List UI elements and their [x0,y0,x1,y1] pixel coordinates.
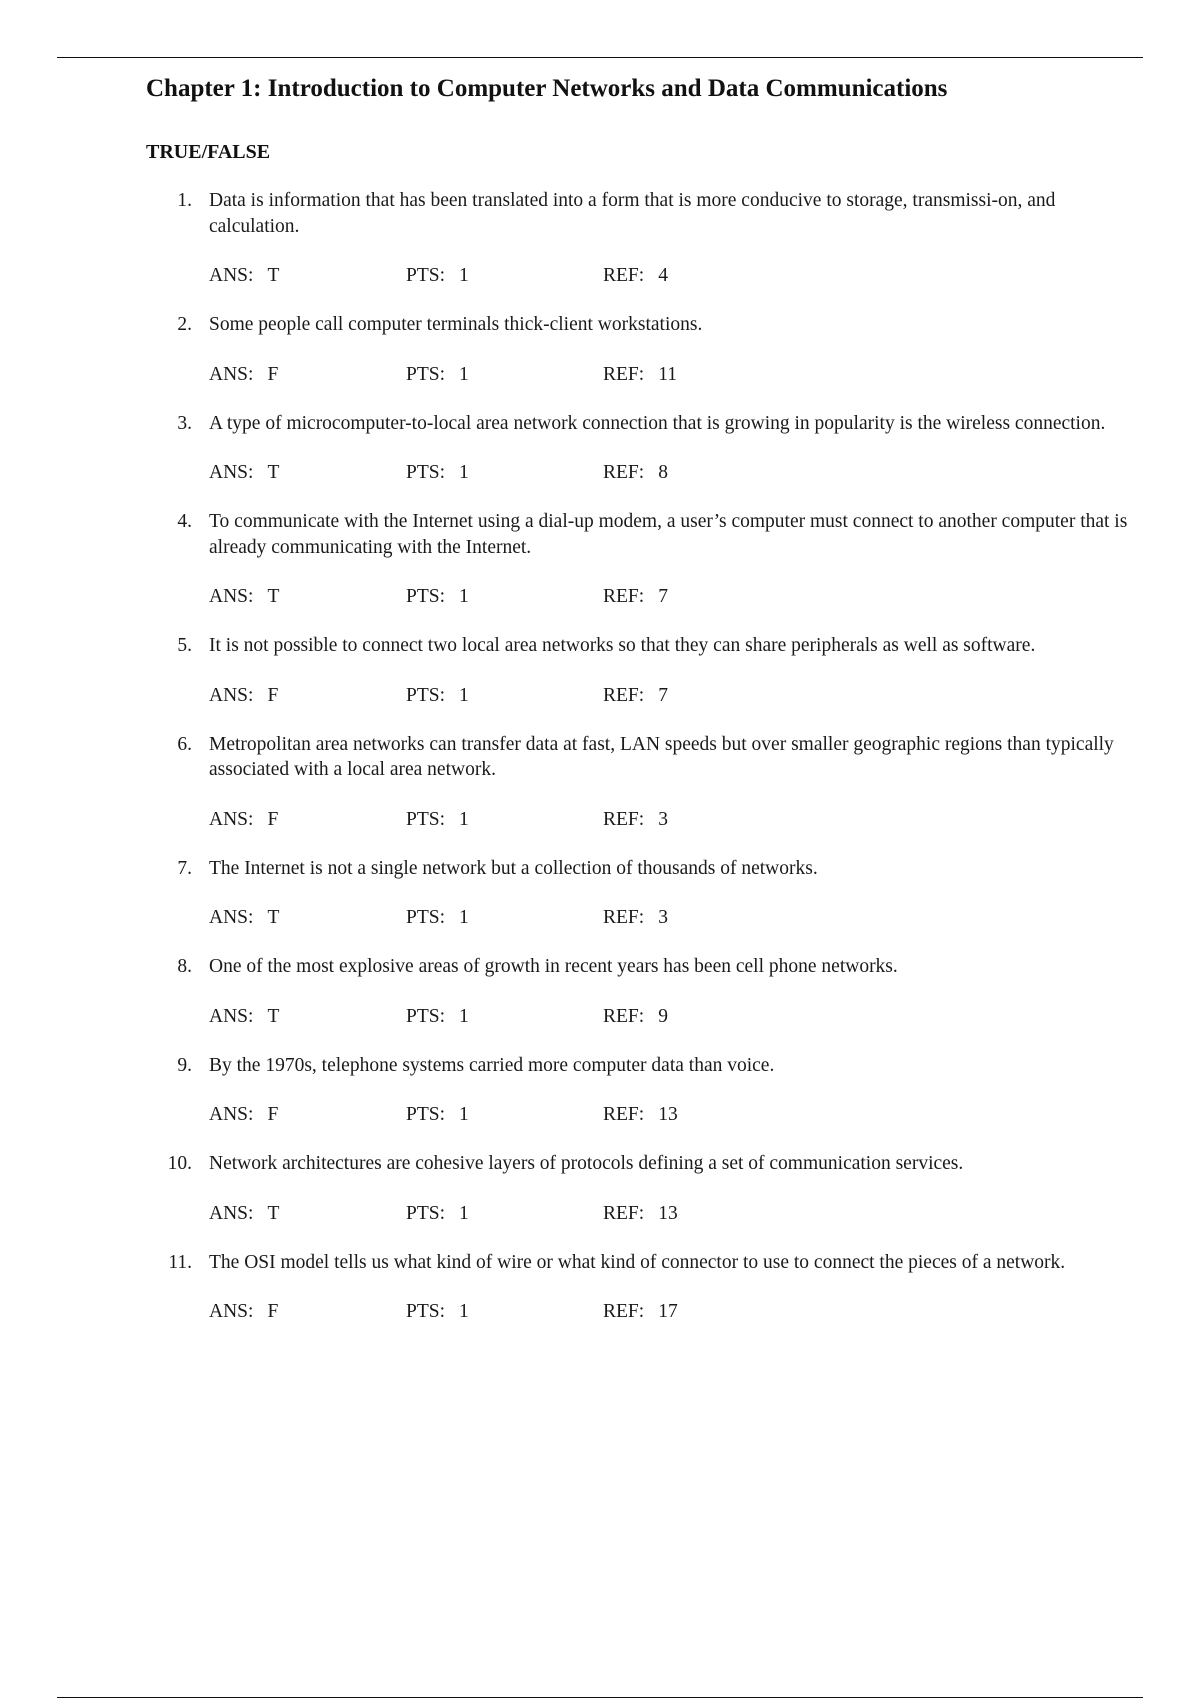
ans-label: ANS: [209,586,254,607]
answer-line [209,1299,1136,1324]
pts-label: PTS: [406,907,446,928]
answer-line [209,905,1136,930]
pts-label: PTS: [406,1005,446,1027]
ref-value: 3 [658,808,668,830]
ans-value: F [267,1104,279,1125]
ans-label: ANS: [209,684,254,706]
ref-label: REF: [603,1005,645,1027]
ref-label: REF: [603,1202,645,1224]
ans-label: ANS: [209,808,254,830]
question-item [146,633,1136,708]
pts-label: PTS: [406,1202,446,1224]
reference-field [603,1299,678,1324]
pts-value: 1 [459,462,469,483]
answer-line [209,683,1136,708]
question-number: 11. [168,1251,192,1273]
ans-label: ANS: [209,1202,254,1224]
question-text: Metropolitan area networks can transfer data at fast, LAN speeds but over smaller geographic regions than typically associated with a local area network. [209,733,1114,780]
ans-label: ANS: [209,1005,254,1027]
ans-value: T [267,907,280,928]
question-text: The OSI model tells us what kind of wire or what kind of connector to use to connect the pieces of a network. [209,1251,1066,1273]
ref-label: REF: [603,462,645,483]
reference-field [603,1201,678,1226]
question-item [146,188,1136,288]
question-text: The Internet is not a single network but a collection of thousands of networks. [209,857,818,879]
ref-value: 3 [658,907,668,928]
question-text: It is not possible to connect two local area networks so that they can share peripherals as well as software. [209,635,1036,656]
ref-label: REF: [603,684,645,706]
answer-line [209,362,1136,387]
ref-value: 11 [658,363,677,385]
question-number: 8. [177,956,192,977]
ref-label: REF: [603,1104,645,1125]
ans-label: ANS: [209,363,254,385]
question-text: One of the most explosive areas of growth in recent years has been cell phone networks. [209,956,898,977]
ans-value: F [267,684,279,706]
answer-field [209,905,279,930]
pts-label: PTS: [406,1301,446,1322]
document-body [146,74,1136,1348]
pts-value: 1 [459,363,469,385]
ans-value: T [267,586,280,607]
pts-label: PTS: [406,808,446,830]
question-item [146,732,1136,832]
pts-label: PTS: [406,684,446,706]
question-number: 3. [177,412,192,434]
ref-label: REF: [603,363,645,385]
question-text: Data is information that has been translated into a form that is more conducive to storage, transmissi-on, and calculation. [209,190,1056,237]
answer-field [209,1004,279,1029]
question-number: 10. [167,1153,192,1174]
ref-value: 7 [658,684,668,706]
ref-label: REF: [603,1301,645,1322]
pts-label: PTS: [406,586,446,607]
question-text: Some people call computer terminals thick-client workstations. [209,314,703,335]
pts-label: PTS: [406,265,446,286]
question-item [146,509,1136,609]
reference-field [603,584,668,609]
ref-value: 13 [658,1202,678,1224]
ref-value: 7 [658,586,668,607]
ref-value: 8 [658,462,668,483]
points-field [406,1004,469,1029]
pts-label: PTS: [406,462,446,483]
answer-field [209,263,279,288]
points-field [406,683,469,708]
points-field [406,1299,469,1324]
points-field [406,584,469,609]
answer-line [209,807,1136,832]
ans-value: T [267,462,280,483]
bottom-rule [57,1697,1143,1698]
pts-value: 1 [459,1005,469,1027]
points-field [406,905,469,930]
question-number: 2. [177,314,192,335]
reference-field [603,1102,678,1127]
answer-field [209,1102,278,1127]
question-number: 7. [177,857,192,879]
points-field [406,460,469,485]
pts-value: 1 [459,586,469,607]
reference-field [603,905,668,930]
ref-value: 4 [658,265,668,286]
answer-field [209,584,279,609]
pts-value: 1 [459,1104,469,1125]
answer-field [209,1299,278,1324]
pts-value: 1 [459,1202,469,1224]
ref-label: REF: [603,808,645,830]
answer-line [209,1004,1136,1029]
answer-line [209,1102,1136,1127]
question-number: 1. [177,190,192,211]
ans-value: T [267,265,280,286]
question-text: To communicate with the Internet using a dial-up modem, a user’s computer must connect to another computer that is already communicating with the Internet. [209,511,1128,558]
top-rule [57,57,1143,58]
section-heading: TRUE/FALSE [146,141,271,163]
reference-field [603,683,668,708]
ref-value: 9 [658,1005,668,1027]
ref-label: REF: [603,265,645,286]
pts-label: PTS: [406,363,446,385]
ans-label: ANS: [209,1301,254,1322]
answer-line [209,460,1136,485]
question-number: 9. [177,1054,192,1076]
pts-label: PTS: [406,1104,446,1125]
ans-value: F [267,363,279,385]
ans-value: T [267,1005,280,1027]
question-text: Network architectures are cohesive layers of protocols defining a set of communication services. [209,1153,964,1174]
question-item [146,1250,1136,1325]
question-item [146,1053,1136,1128]
question-item [146,954,1136,1029]
pts-value: 1 [459,265,469,286]
question-number: 5. [177,635,192,656]
points-field [406,362,469,387]
answer-field [209,460,279,485]
question-list [146,188,1136,1324]
pts-value: 1 [459,1301,469,1322]
reference-field [603,1004,668,1029]
points-field [406,807,469,832]
chapter-title: Chapter 1: Introduction to Computer Networks and Data Communications [146,75,948,102]
ans-label: ANS: [209,1104,254,1125]
ans-label: ANS: [209,462,254,483]
answer-field [209,1201,279,1226]
ans-value: F [267,1301,279,1322]
ans-label: ANS: [209,265,254,286]
pts-value: 1 [459,684,469,706]
ans-value: T [267,1202,280,1224]
question-item [146,1151,1136,1226]
ans-label: ANS: [209,907,254,928]
answer-field [209,683,278,708]
points-field [406,1102,469,1127]
ref-value: 13 [658,1104,678,1125]
question-item [146,856,1136,931]
question-number: 4. [177,511,192,532]
ref-value: 17 [658,1301,678,1322]
points-field [406,1201,469,1226]
answer-line [209,1201,1136,1226]
reference-field [603,460,668,485]
answer-field [209,807,278,832]
ans-value: F [267,808,279,830]
question-text: A type of microcomputer-to-local area network connection that is growing in popularity is the wireless connection. [209,412,1106,434]
answer-line [209,584,1136,609]
question-number: 6. [177,733,192,755]
question-item [146,411,1136,486]
question-item [146,312,1136,387]
answer-field [209,362,278,387]
pts-value: 1 [459,808,469,830]
reference-field [603,263,668,288]
reference-field [603,807,668,832]
ref-label: REF: [603,907,645,928]
ref-label: REF: [603,586,645,607]
reference-field [603,362,677,387]
question-text: By the 1970s, telephone systems carried more computer data than voice. [209,1054,775,1076]
points-field [406,263,469,288]
answer-line [209,263,1136,288]
pts-value: 1 [459,907,469,928]
